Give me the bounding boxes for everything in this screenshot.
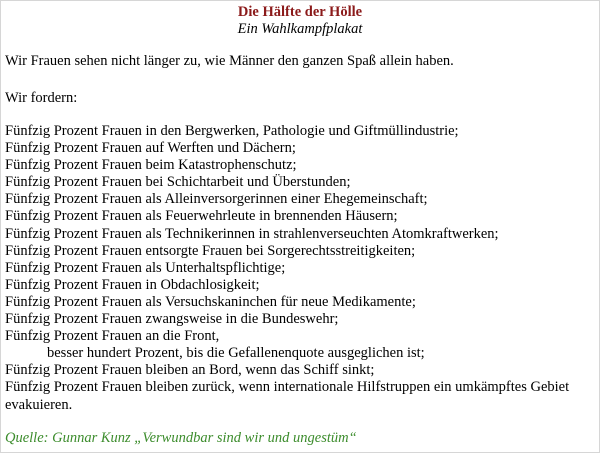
demands-list: [5, 123, 597, 414]
demand-line: Fünfzig Prozent Frauen als Versuchskaninchen für neue Medikamente;: [5, 293, 416, 310]
demand-line: Fünfzig Prozent Frauen als Unterhaltspflichtige;: [5, 259, 286, 276]
source-quote: Quelle: Gunnar Kunz „Verwundbar sind wir und ungestüm“: [5, 430, 357, 446]
demand-line: Fünfzig Prozent Frauen auf Werften und Dächern;: [5, 140, 296, 157]
demand-line-indented: besser hundert Prozent, bis die Gefallenenquote ausgeglichen ist;: [47, 345, 425, 362]
demand-line: Fünfzig Prozent Frauen als Feuerwehrleute in brennenden Häusern;: [5, 208, 398, 225]
demand-line: Fünfzig Prozent Frauen in Obdachlosigkeit;: [5, 276, 260, 293]
demand-line: Fünfzig Prozent Frauen als Technikerinnen in strahlenverseuchten Atomkraftwerken;: [5, 225, 499, 242]
demand-line: Fünfzig Prozent Frauen bleiben zurück, wenn internationale Hilfstruppen ein umkämpftes Gebiet evakuieren.: [5, 379, 570, 413]
demand-line: Fünfzig Prozent Frauen als Alleinversorgerinnen einer Ehegemeinschaft;: [5, 191, 428, 208]
demands-lead: Wir fordern:: [5, 90, 78, 106]
demand-line: Fünfzig Prozent Frauen bei Schichtarbeit und Überstunden;: [5, 174, 351, 191]
page-title: Die Hälfte der Hölle: [237, 4, 363, 20]
demand-line: Fünfzig Prozent Frauen in den Bergwerken, Pathologie und Giftmüllindustrie;: [5, 123, 459, 139]
demand-line: Fünfzig Prozent Frauen bleiben an Bord, wenn das Schiff sinkt;: [5, 362, 375, 379]
demand-line: Fünfzig Prozent Frauen entsorgte Frauen bei Sorgerechtsstreitigkeiten;: [5, 242, 416, 259]
demand-line: Fünfzig Prozent Frauen an die Front,: [5, 328, 220, 345]
page-subtitle: Ein Wahlkampfplakat: [237, 21, 363, 37]
demand-line: Fünfzig Prozent Frauen beim Katastrophenschutz;: [5, 157, 297, 174]
intro-paragraph: Wir Frauen sehen nicht länger zu, wie Männer den ganzen Spaß allein haben.: [5, 53, 454, 69]
demand-line: Fünfzig Prozent Frauen zwangsweise in die Bundeswehr;: [5, 311, 339, 328]
